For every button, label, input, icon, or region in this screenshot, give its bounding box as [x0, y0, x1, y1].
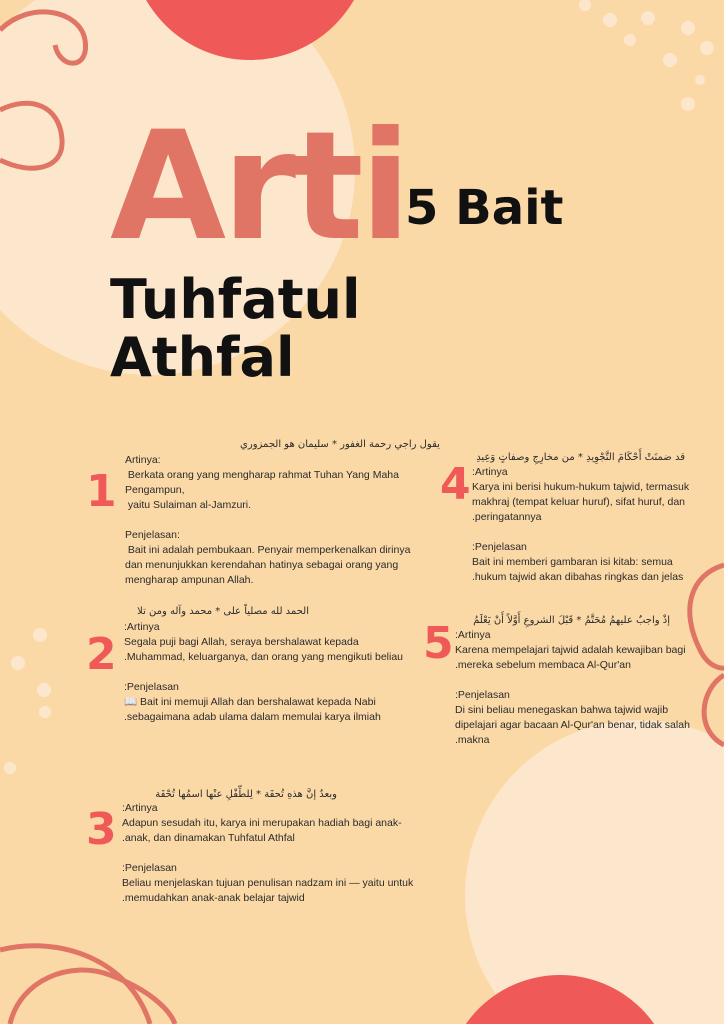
bait-4-text	[472, 465, 717, 585]
bait-5-arabic: إذْ واجبٌ عليهمُ مُحَتَّمُ * قَبْلَ الشروعِ أَوَّلاً أَنْ يَعْلَمُ	[473, 615, 670, 626]
page-title: Arti	[110, 100, 408, 274]
text-line: Beliau menjelaskan tujuan penulisan nadzam ini — yaitu untuk	[122, 877, 414, 889]
text-line: dipelajari agar bacaan Al-Qur'an benar, tidak salah	[455, 719, 690, 731]
text-line	[455, 673, 720, 688]
cream-blob-bottom-right	[465, 720, 724, 1024]
dots-top-right	[579, 0, 714, 111]
text-line: Bait ini adalah pembukaan. Penyair memperkenalkan dirinya	[125, 544, 411, 556]
text-line: .Muhammad, keluarganya, dan orang yang mengikuti beliau	[124, 651, 404, 663]
book-title-line1: Tuhfatul	[110, 268, 361, 331]
bait-1-text	[125, 453, 425, 588]
text-line: :Artinya	[472, 466, 508, 478]
bait-3-text	[122, 801, 432, 906]
text-line: Penjelasan:	[125, 529, 180, 541]
bait-number-1: 1	[86, 466, 117, 517]
text-line: .peringatannya	[472, 511, 542, 523]
text-line: :Penjelasan	[124, 681, 179, 693]
text-line: :Artinya	[122, 802, 158, 814]
text-line: 📖 Bait ini memuji Allah dan bershalawat kepada Nabi	[124, 696, 376, 708]
bait-number-2: 2	[86, 629, 117, 680]
text-line	[125, 513, 425, 528]
text-line: dan menunjukkan kerendahan hatinya sebagai orang yang	[125, 559, 399, 571]
text-line: Karena mempelajari tajwid adalah kewajiban bagi	[455, 644, 686, 656]
text-line	[122, 846, 432, 861]
bait-5-text	[455, 628, 720, 748]
text-line	[472, 525, 717, 540]
text-line: Karya ini berisi hukum-hukum tajwid, termasuk	[472, 481, 690, 493]
text-line: :Penjelasan	[472, 541, 527, 553]
bait-4-arabic: قد ضمنَتْ أَحْكَامَ التَّجْوِيدِ * من مخارِجِ وصفاتٍ وَعِيدِ	[476, 452, 685, 463]
swirl-lines-bottom	[0, 946, 175, 1024]
text-line: :Artinya	[455, 629, 491, 641]
text-line: .mereka sebelum membaca Al-Qur'an	[455, 659, 631, 671]
text-line: .sebagaimana adab ulama dalam memulai karya ilmiah	[124, 711, 381, 723]
text-line: :Penjelasan	[122, 862, 177, 874]
text-line: mengharap ampunan Allah.	[125, 574, 254, 586]
bait-3-arabic: وبعدُ إنَّ هذهِ تُحفَة * لِلطِّفْلِ عنْها اسمُها تُحْفَة	[155, 789, 337, 800]
text-line: :Penjelasan	[455, 689, 510, 701]
bait-number-4: 4	[440, 459, 471, 510]
bait-2-arabic: الحمد لله مصلياً على * محمد وآله ومن تلا	[137, 606, 309, 617]
text-line: makhraj (tempat keluar huruf), sifat huruf, dan	[472, 496, 686, 508]
text-line: .hukum tajwid akan dibahas ringkas dan jelas	[472, 571, 684, 583]
bait-1-arabic: يقول راجي رحمة الغفور * سليمان هو الجمزوري	[240, 439, 440, 450]
book-title-line2: Athfal	[110, 326, 295, 389]
text-line: Artinya:	[125, 454, 161, 466]
text-line: Berkata orang yang mengharap rahmat Tuhan Yang Maha	[125, 469, 399, 481]
text-line	[124, 665, 424, 680]
text-line: Di sini beliau menegaskan bahwa tajwid wajib	[455, 704, 669, 716]
dots-left	[4, 628, 51, 774]
text-line: .anak, dan dinamakan Tuhfatul Athfal	[122, 832, 295, 844]
text-line: Adapun sesudah itu, karya ini merupakan hadiah bagi anak-	[122, 817, 402, 829]
text-line: .memudahkan anak-anak belajar tajwid	[122, 892, 305, 904]
text-line: yaitu Sulaiman al-Jamzuri.	[125, 499, 252, 511]
text-line: Pengampun,	[125, 484, 185, 496]
text-line: .makna	[455, 734, 490, 746]
bait-number-3: 3	[86, 804, 117, 855]
text-line: :Artinya	[124, 621, 160, 633]
text-line: Bait ini memberi gambaran isi kitab: semua	[472, 556, 673, 568]
bait-number-5: 5	[423, 618, 454, 669]
page-subtitle: 5 Bait	[405, 180, 564, 236]
text-line: Segala puji bagi Allah, seraya bershalawat kepada	[124, 636, 359, 648]
bait-2-text	[124, 620, 424, 725]
